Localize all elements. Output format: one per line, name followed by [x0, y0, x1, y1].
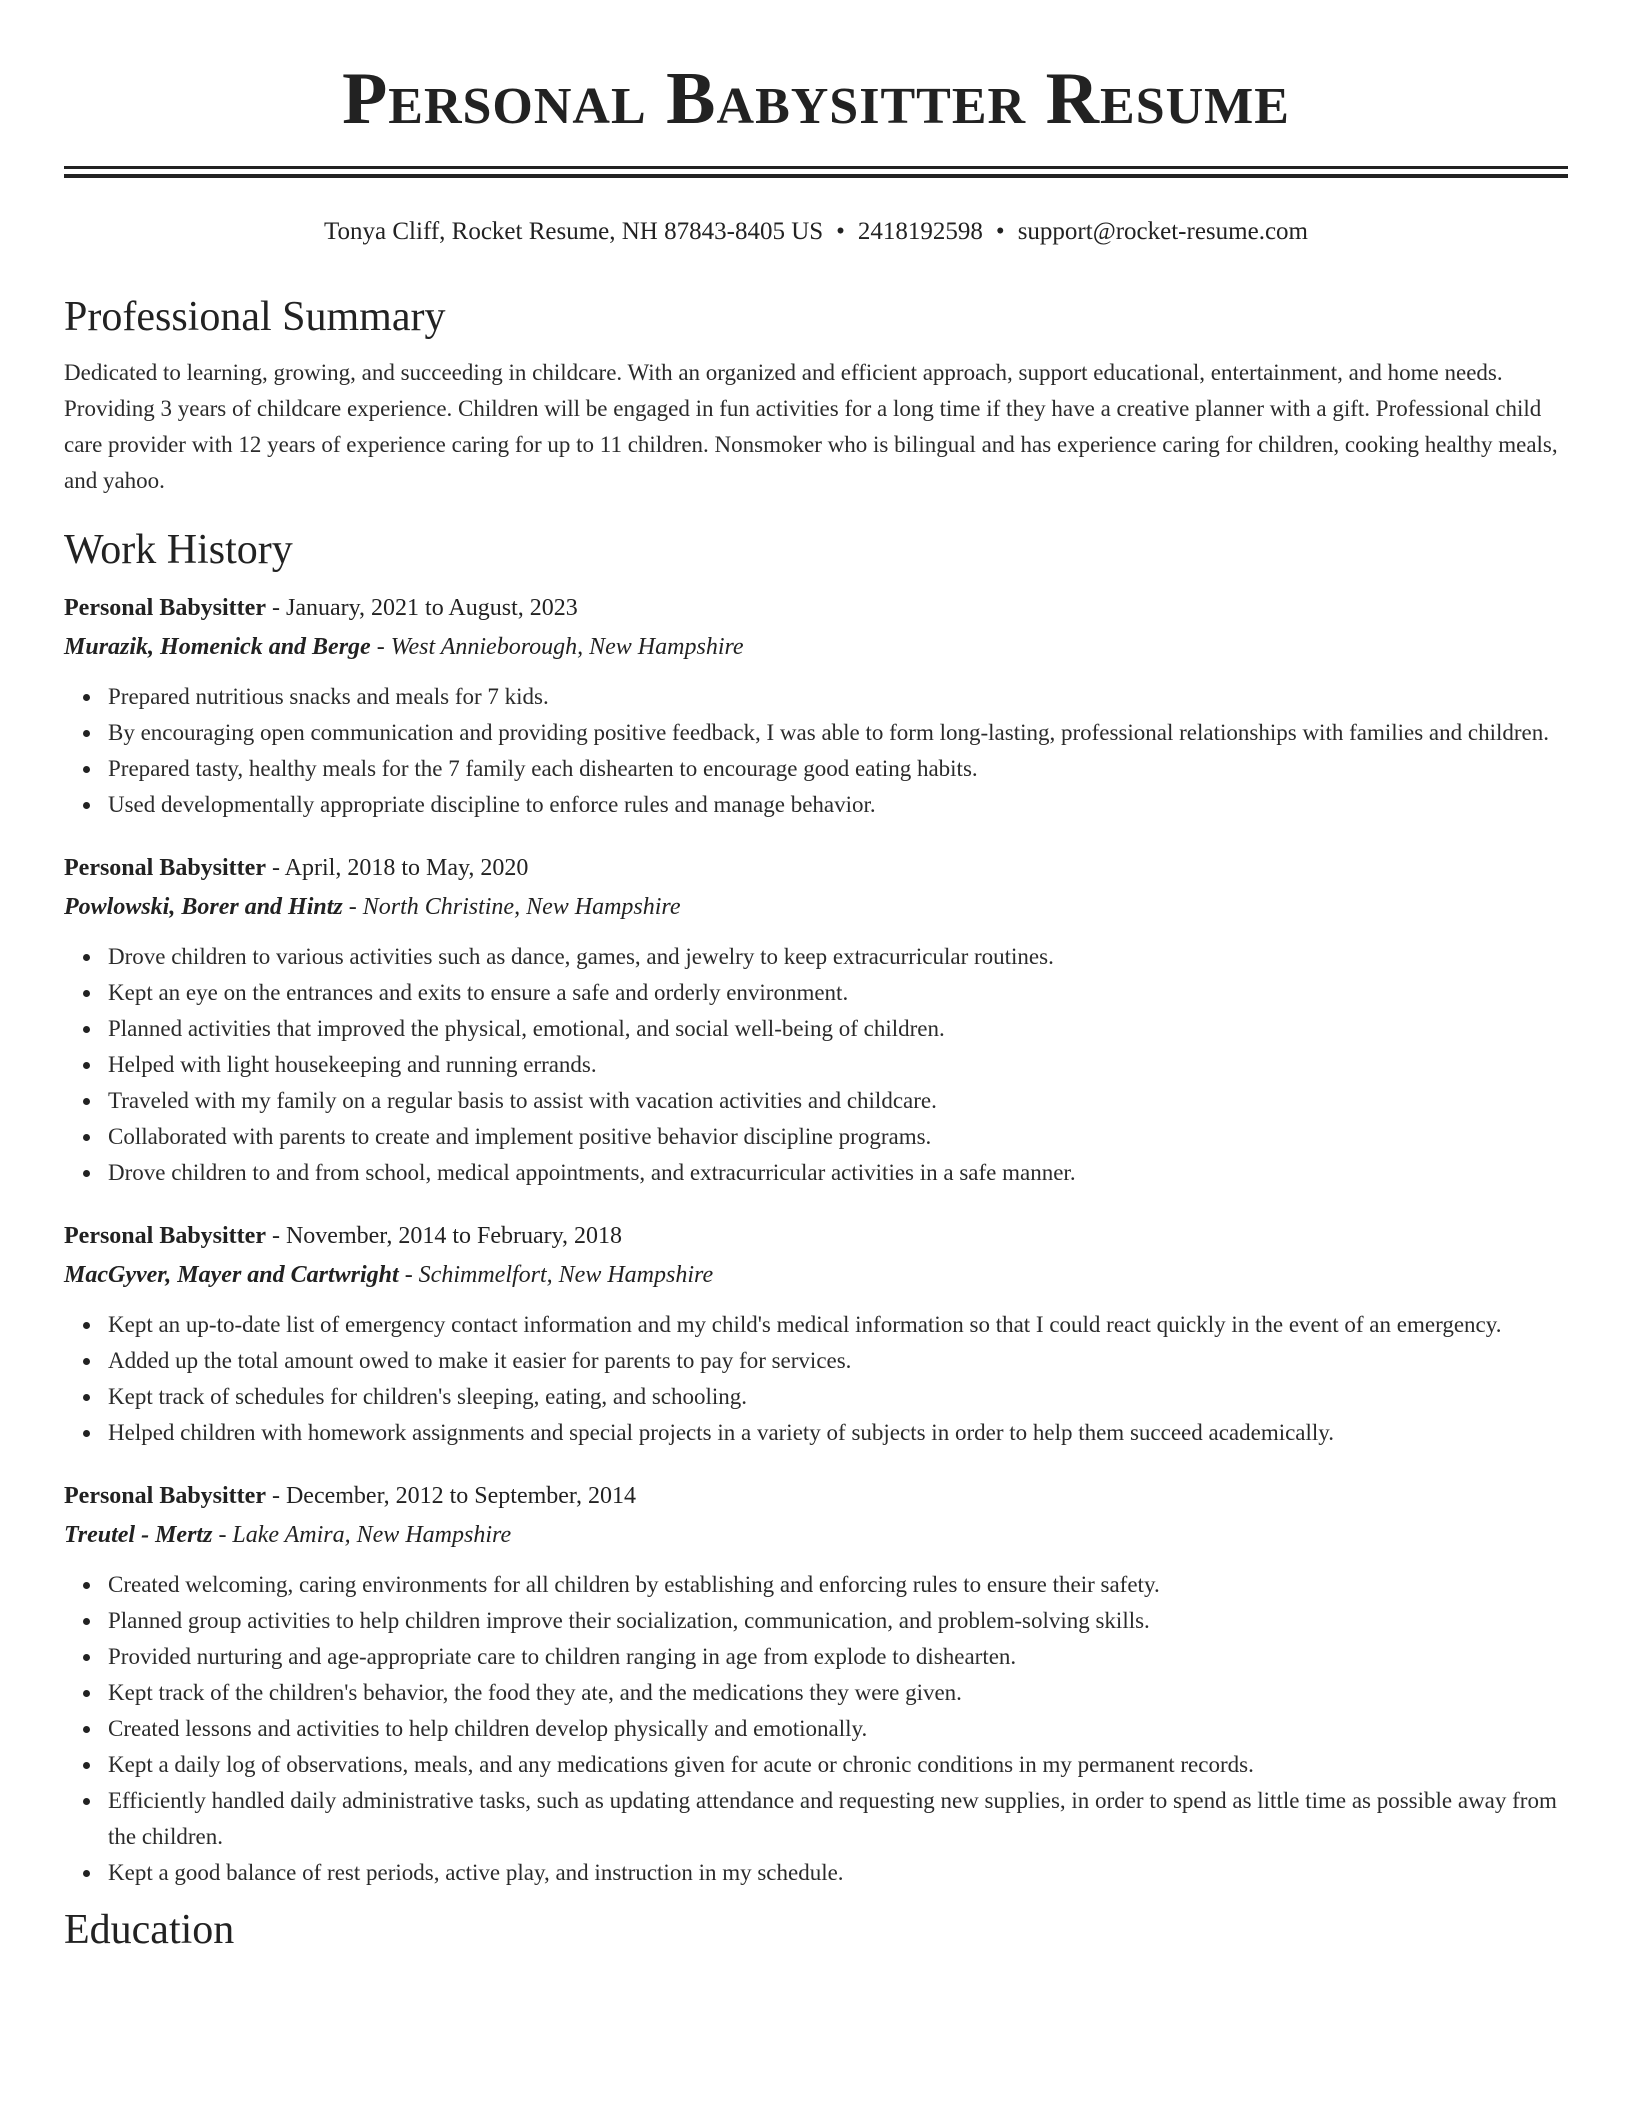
job-location: - Lake Amira, New Hampshire	[212, 1522, 512, 1548]
job-duties	[64, 939, 1568, 1191]
list-item: Collaborated with parents to create and implement positive behavior discipline programs.	[108, 1119, 1568, 1155]
job-employer	[64, 888, 1568, 927]
job-employer	[64, 628, 1568, 667]
job-role: Personal Babysitter	[64, 1223, 266, 1249]
title-divider	[64, 166, 1568, 178]
summary-heading: Professional Summary	[64, 294, 446, 340]
job-header	[64, 589, 1568, 628]
job-entry	[64, 1477, 1568, 1891]
work-history-list	[64, 589, 1568, 1891]
job-duties	[64, 679, 1568, 823]
job-header	[64, 1217, 1568, 1256]
list-item: Drove children to various activities such as dance, games, and jewelry to keep extracurricular routines.	[108, 939, 1568, 975]
list-item: Added up the total amount owed to make it easier for parents to pay for services.	[108, 1343, 1568, 1379]
job-employer	[64, 1516, 1568, 1555]
list-item: Kept track of the children's behavior, the food they ate, and the medications they were given.	[108, 1675, 1568, 1711]
list-item: By encouraging open communication and providing positive feedback, I was able to form long-lasting, professional relationships with families and children.	[108, 715, 1568, 751]
job-duties	[64, 1307, 1568, 1451]
job-dates: - April, 2018 to May, 2020	[265, 855, 529, 881]
job-entry	[64, 849, 1568, 1191]
job-dates: - December, 2012 to September, 2014	[265, 1483, 636, 1509]
job-role: Personal Babysitter	[64, 855, 266, 881]
job-location: - West Annieborough, New Hampshire	[370, 634, 744, 660]
job-company: MacGyver, Mayer and Cartwright	[64, 1262, 399, 1288]
list-item: Planned activities that improved the physical, emotional, and social well-being of children.	[108, 1011, 1568, 1047]
job-employer	[64, 1256, 1568, 1295]
job-dates: - January, 2021 to August, 2023	[265, 595, 578, 621]
job-entry	[64, 589, 1568, 823]
list-item: Created lessons and activities to help children develop physically and emotionally.	[108, 1711, 1568, 1747]
contact-email: support@rocket-resume.com	[1017, 218, 1308, 245]
contact-phone: 2418192598	[857, 218, 983, 245]
contact-line	[64, 216, 1568, 248]
list-item: Prepared tasty, healthy meals for the 7 family each dishearten to encourage good eating habits.	[108, 751, 1568, 787]
list-item: Planned group activities to help children improve their socialization, communication, and problem-solving skills.	[108, 1603, 1568, 1639]
education-heading: Education	[64, 1907, 235, 1953]
list-item: Helped with light housekeeping and running errands.	[108, 1047, 1568, 1083]
summary-text: Dedicated to learning, growing, and succeeding in childcare. With an organized and efficient approach, support educational, entertainment, and home needs. Providing 3 years of childcare experience. Children will be engaged in fun activities for a long time if they have a creative planner with a gift. Professional child care provider with 12 years of experience caring for up to 11 children. Nonsmoker who is bilingual and has experience caring for children, cooking healthy meals, and yahoo.	[64, 360, 1558, 493]
job-duties	[64, 1567, 1568, 1891]
list-item: Kept track of schedules for children's sleeping, eating, and schooling.	[108, 1379, 1568, 1415]
list-item: Traveled with my family on a regular basis to assist with vacation activities and childcare.	[108, 1083, 1568, 1119]
contact-address: Tonya Cliff, Rocket Resume, NH 87843-8405 US	[324, 218, 824, 245]
list-item: Drove children to and from school, medical appointments, and extracurricular activities in a safe manner.	[108, 1155, 1568, 1191]
job-entry	[64, 1217, 1568, 1451]
job-location: - Schimmelfort, New Hampshire	[398, 1262, 714, 1288]
list-item: Created welcoming, caring environments for all children by establishing and enforcing rules to ensure their safety.	[108, 1567, 1568, 1603]
contact-separator: •	[995, 218, 1005, 245]
list-item: Used developmentally appropriate discipline to enforce rules and manage behavior.	[108, 787, 1568, 823]
list-item: Helped children with homework assignments and special projects in a variety of subjects in order to help them succeed academically.	[108, 1415, 1568, 1451]
job-company: Powlowski, Borer and Hintz	[64, 894, 343, 920]
job-location: - North Christine, New Hampshire	[342, 894, 681, 920]
list-item: Provided nurturing and age-appropriate care to children ranging in age from explode to dishearten.	[108, 1639, 1568, 1675]
resume-title: Personal Babysitter Resume	[342, 58, 1290, 140]
job-dates: - November, 2014 to February, 2018	[265, 1223, 623, 1249]
list-item: Kept an eye on the entrances and exits to ensure a safe and orderly environment.	[108, 975, 1568, 1011]
job-role: Personal Babysitter	[64, 1483, 266, 1509]
job-role: Personal Babysitter	[64, 595, 266, 621]
list-item: Efficiently handled daily administrative tasks, such as updating attendance and requesting new supplies, in order to spend as little time as possible away from the children.	[108, 1783, 1568, 1855]
list-item: Prepared nutritious snacks and meals for 7 kids.	[108, 679, 1568, 715]
work-history-heading: Work History	[64, 527, 293, 573]
list-item: Kept a daily log of observations, meals, and any medications given for acute or chronic conditions in my permanent records.	[108, 1747, 1568, 1783]
list-item: Kept a good balance of rest periods, active play, and instruction in my schedule.	[108, 1855, 1568, 1891]
resume-page	[64, 0, 1568, 1955]
job-company: Treutel - Mertz	[64, 1522, 213, 1548]
job-header	[64, 849, 1568, 888]
job-header	[64, 1477, 1568, 1516]
list-item: Kept an up-to-date list of emergency contact information and my child's medical information so that I could react quickly in the event of an emergency.	[108, 1307, 1568, 1343]
job-company: Murazik, Homenick and Berge	[64, 634, 371, 660]
contact-separator: •	[836, 218, 845, 245]
